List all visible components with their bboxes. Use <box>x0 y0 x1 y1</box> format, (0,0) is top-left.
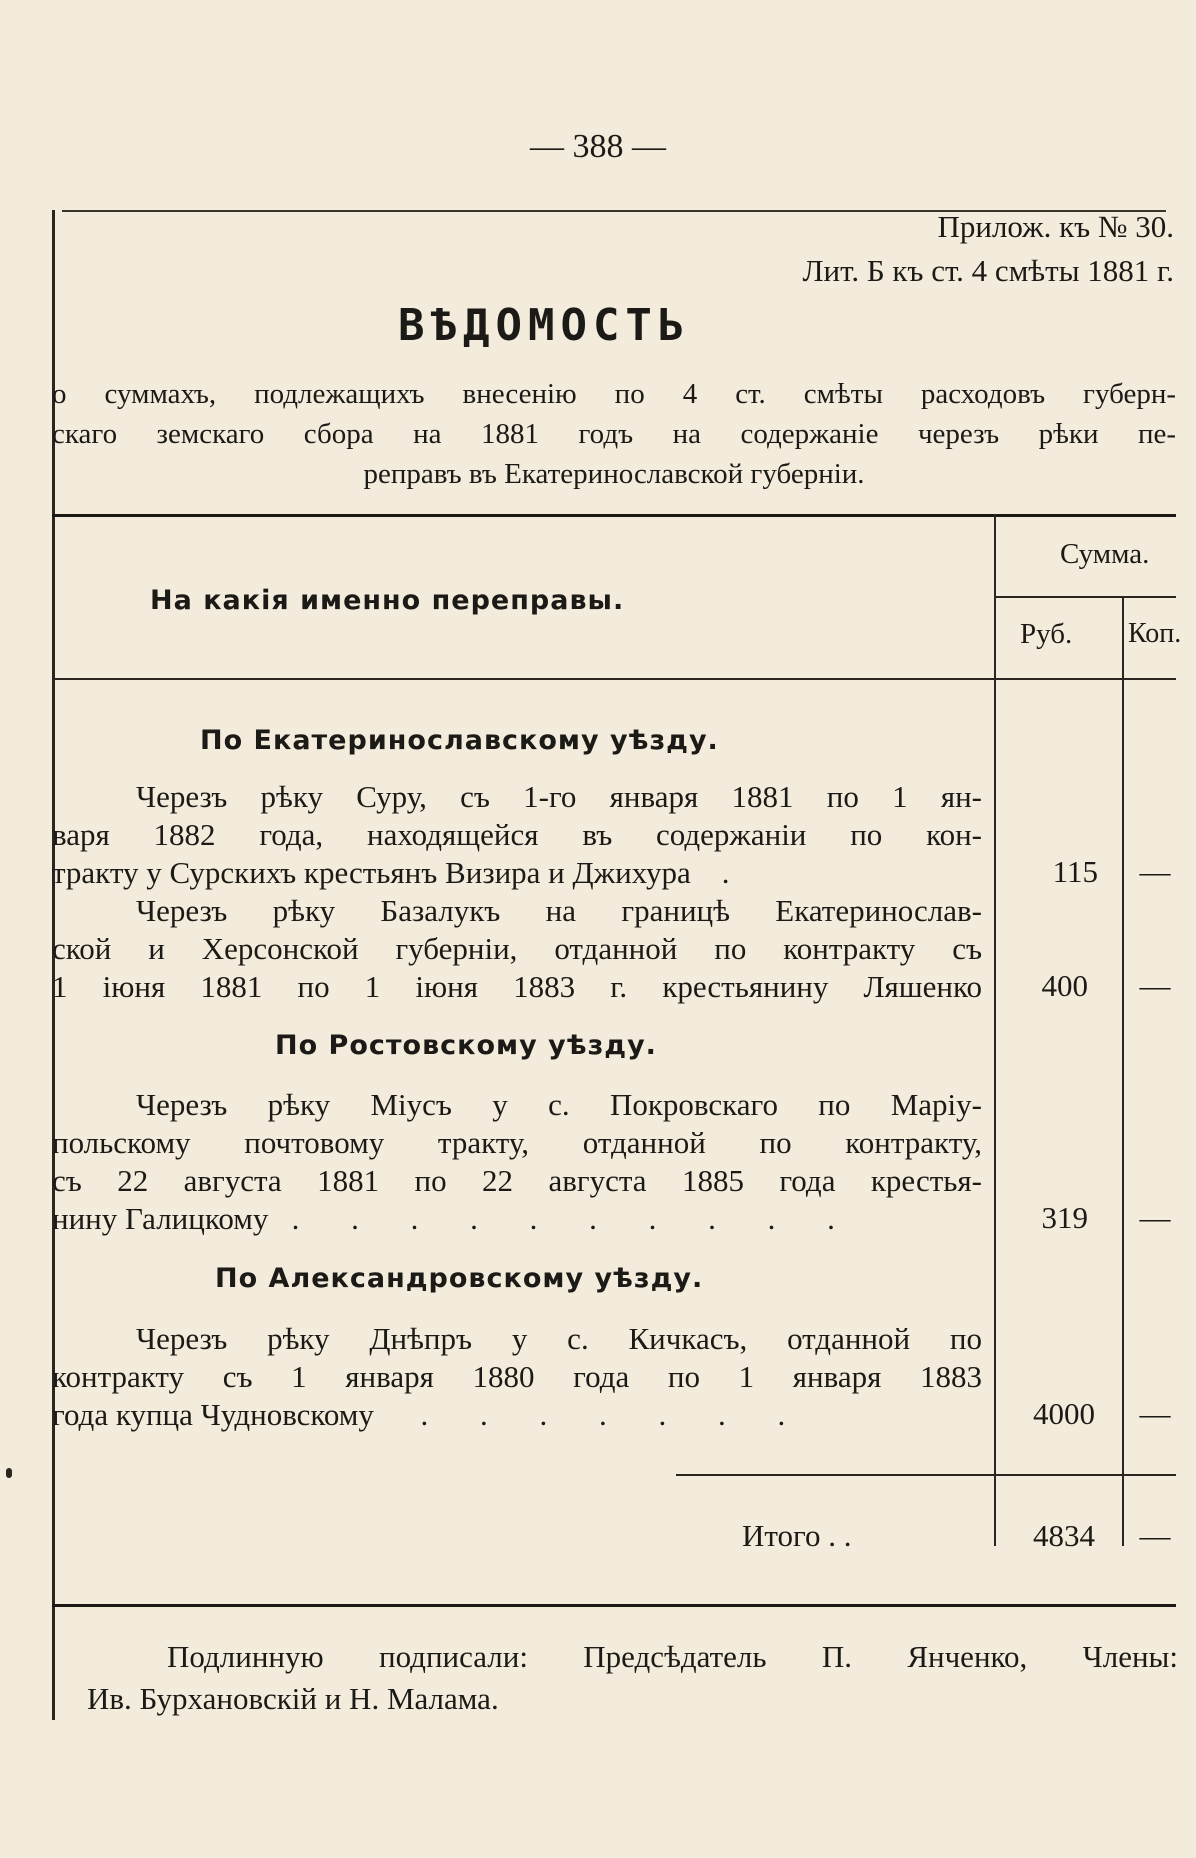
entry-line: 1 іюня 1881 по 1 іюня 1883 г. крестьянину Ляшенко <box>52 969 982 1004</box>
column-header-kop: Коп. <box>1128 618 1182 649</box>
entry-line: ской и Херсонской губерніи, отданной по контракту съ <box>52 931 982 966</box>
section-title: По Александровскому уѣзду. <box>215 1263 704 1294</box>
ink-mark <box>6 1468 12 1478</box>
kop-value: — <box>1139 968 1171 1003</box>
appendix-line-1: Прилож. къ № 30. <box>937 209 1174 244</box>
table-bottom-rule <box>52 1604 1176 1607</box>
entry-text: тракту у Сурскихъ крестьянъ Визира и Джихура <box>52 855 691 890</box>
column-header-rub: Руб. <box>1020 618 1073 650</box>
entry-line: варя 1882 года, находящейся въ содержаніи по кон- <box>52 817 982 852</box>
entry-line: польскому почтовому тракту, отданной по контракту, <box>52 1125 982 1160</box>
kop-value: — <box>1139 1396 1171 1431</box>
rub-value: 115 <box>1052 854 1098 889</box>
total-rule <box>676 1474 1176 1476</box>
table-row <box>52 892 982 1006</box>
signature-line-2: Ив. Бурхановскій и Н. Малама. <box>87 1681 499 1716</box>
entry-line <box>52 854 982 892</box>
entry-dots: . . . . . . . <box>420 1397 808 1432</box>
table-row <box>52 778 982 892</box>
appendix-reference <box>802 205 1174 293</box>
table-row <box>52 1086 982 1238</box>
document-title: ВѢДОМОСТЬ <box>398 300 691 351</box>
entry-line <box>52 1396 982 1434</box>
total-kop-value: — <box>1139 1518 1171 1553</box>
entry-dots: . <box>721 855 730 890</box>
kop-value: — <box>1139 1200 1171 1235</box>
entry-line: Черезъ рѣку Суру, съ 1-го января 1881 по 1 ян- <box>136 779 982 814</box>
entry-line: Черезъ рѣку Міусъ у с. Покровскаго по Маріу- <box>136 1087 982 1122</box>
kop-value: — <box>1139 854 1171 889</box>
intro-paragraph <box>52 374 1176 494</box>
entry-text: года купца Чудновскому <box>52 1397 374 1432</box>
rub-value: 319 <box>1041 1200 1088 1235</box>
table-top-rule <box>52 514 1176 517</box>
intro-line: о суммахъ, подлежащихъ внесенію по 4 ст. смѣты расходовъ губерн- <box>52 378 1176 410</box>
header-bottom-rule <box>52 678 1176 680</box>
rub-value: 400 <box>1041 968 1088 1003</box>
entry-line: Черезъ рѣку Днѣпръ у с. Кичкасъ, отданной по <box>136 1321 982 1356</box>
total-label: Итого . . <box>742 1518 852 1553</box>
total-rub-value: 4834 <box>1033 1518 1095 1553</box>
section-title: По Ростовскому уѣзду. <box>275 1030 657 1061</box>
intro-line: скаго земскаго сбора на 1881 годъ на содержаніе черезъ рѣки пе- <box>52 418 1176 450</box>
section-title: По Екатеринославскому уѣзду. <box>200 725 719 756</box>
intro-line: реправъ въ Екатеринославской губерніи. <box>363 458 865 490</box>
column-header-crossings: На какія именно переправы. <box>150 585 625 616</box>
rub-kop-divider <box>1122 596 1124 1546</box>
entry-line: съ 22 августа 1881 по 22 августа 1885 года крестья- <box>52 1163 982 1198</box>
appendix-line-2: Лит. Б къ ст. 4 смѣты 1881 г. <box>802 253 1174 288</box>
rub-value: 4000 <box>1033 1396 1095 1431</box>
signature-line-1: Подлинную подписали: Предсѣдатель П. Янченко, Члены: <box>167 1639 1178 1674</box>
entry-line <box>52 1200 982 1238</box>
column-header-sum: Сумма. <box>1060 538 1150 570</box>
table-row <box>52 1320 982 1434</box>
sum-subheader-rule <box>994 596 1176 598</box>
entry-text: нину Галицкому <box>52 1201 269 1236</box>
signatures <box>52 1636 1178 1720</box>
entry-line: Черезъ рѣку Базалукъ на границѣ Екатеринослав- <box>136 893 982 928</box>
entry-line: контракту съ 1 января 1880 года по 1 января 1883 <box>52 1359 982 1394</box>
entry-dots: . . . . . . . . . . <box>291 1201 857 1236</box>
sum-column-divider <box>994 514 996 1546</box>
page-number: — 388 — <box>530 128 666 165</box>
